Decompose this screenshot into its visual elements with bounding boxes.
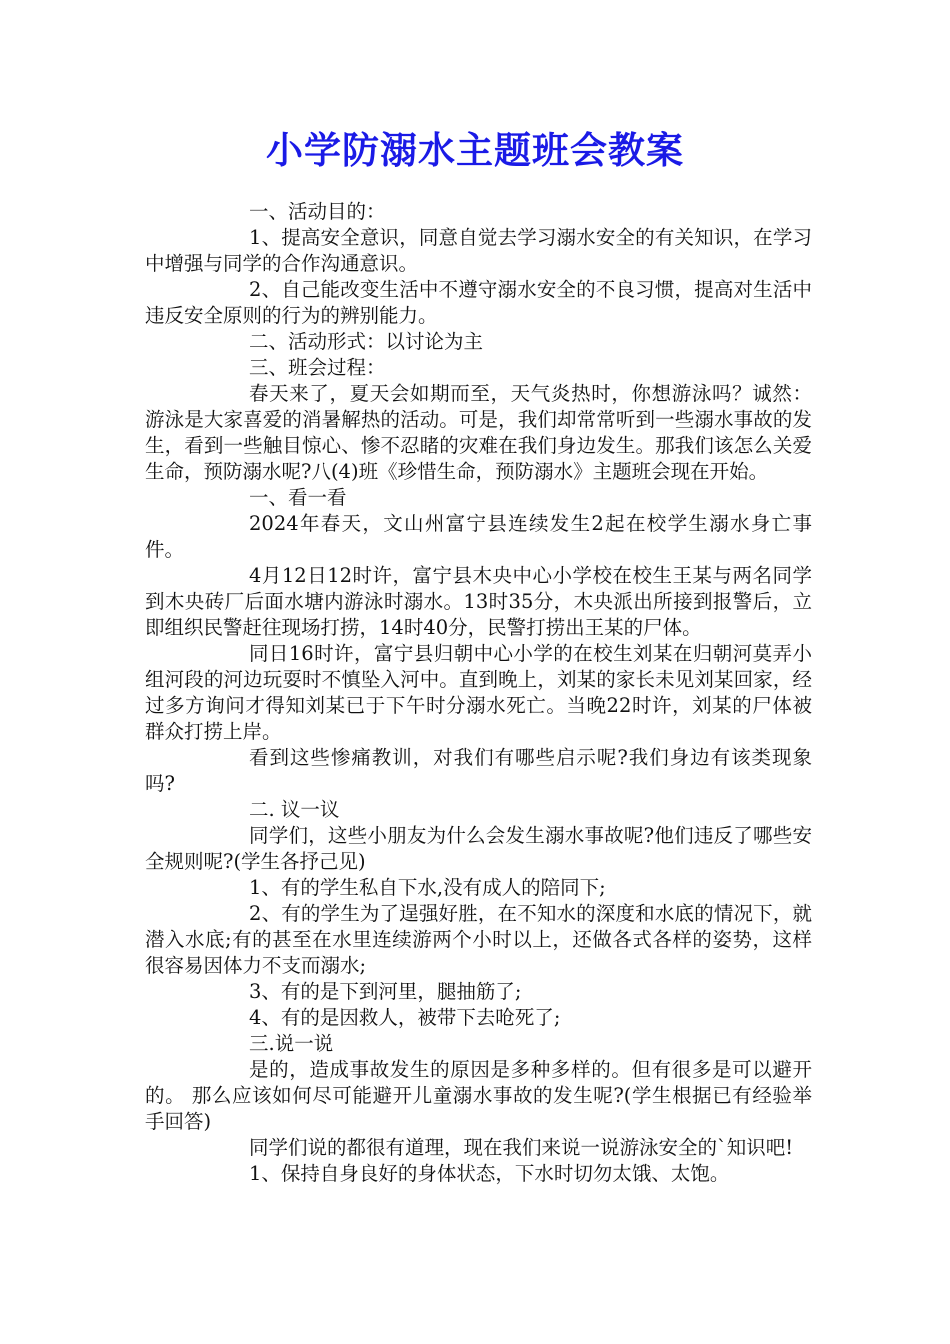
goal-item-1: 1、提高安全意识，同意自觉去学习溺水安全的有关知识，在学习中增强与同学的合作沟通意识。 [145,226,812,275]
case-summary: 2024年春天，文山州富宁县连续发生2起在校学生溺水身亡事件。 [145,512,812,561]
goal-item-2: 2、自己能改变生活中不遵守溺水安全的不良习惯，提高对生活中违反安全原则的行为的辨别能力。 [145,278,812,327]
heading-class-process: 三、班会过程： [249,356,386,379]
heading-look: 一、看一看 [249,486,347,509]
reason-item-2: 2、有的学生为了逞强好胜，在不知水的深度和水底的情况下，就潜入水底;有的甚至在水里连续游两个小时以上，还做各式各样的姿势，这样很容易因体力不支而溺水; [145,902,812,977]
reason-item-1: 1、有的学生私自下水,没有成人的陪同下; [249,876,606,899]
reason-item-3: 3、有的是下到河里，腿抽筋了; [249,980,522,1003]
heading-activity-form: 二、活动形式：以讨论为主 [249,330,484,353]
heading-activity-goal: 一、活动目的： [249,200,386,223]
document-body [145,199,812,1187]
reflection-question: 看到这些惨痛教训，对我们有哪些启示呢?我们身边有该类现象吗? [145,746,812,795]
case-1: 4月12日12时许，富宁县木央中心小学校在校生王某与两名同学到木央砖厂后面水塘内游泳时溺水。13时35分，木央派出所接到报警后，立即组织民警赶往现场打捞，14时40分，民警打捞出王某的尸体。 [145,564,812,639]
discuss-question: 同学们，这些小朋友为什么会发生溺水事故呢?他们违反了哪些安全规则呢?(学生各抒己见) [145,824,812,873]
safety-item-1: 1、保持自身良好的身体状态，下水时切勿太饿、太饱。 [249,1162,730,1185]
heading-discuss: 二. 议一议 [249,798,340,821]
heading-speak: 三.说一说 [249,1032,334,1055]
speak-transition: 同学们说的都很有道理，现在我们来说一说游泳安全的`知识吧! [249,1136,794,1159]
speak-paragraph: 是的，造成事故发生的原因是多种多样的。但有很多是可以避开的。 那么应该如何尽可能避开儿童溺水事故的发生呢?(学生根据已有经验举手回答) [145,1058,812,1133]
case-2: 同日16时许，富宁县归朝中心小学的在校生刘某在归朝河莫弄小组河段的河边玩耍时不慎坠入河中。直到晚上，刘某的家长未见刘某回家，经过多方询问才得知刘某已于下午时分溺水死亡。当晚22时许，刘某的尸体被群众打捞上岸。 [145,642,812,743]
reason-item-4: 4、有的是因救人，被带下去呛死了; [249,1006,561,1029]
intro-paragraph: 春天来了，夏天会如期而至，天气炎热时，你想游泳吗？诚然：游泳是大家喜爱的消暑解热的活动。可是，我们却常常听到一些溺水事故的发生，看到一些触目惊心、惨不忍睹的灾难在我们身边发生。那我们该怎么关爱生命，预防溺水呢?八(4)班《珍惜生命，预防溺水》主题班会现在开始。 [145,382,812,483]
document-title: 小学防溺水主题班会教案 [266,128,684,172]
